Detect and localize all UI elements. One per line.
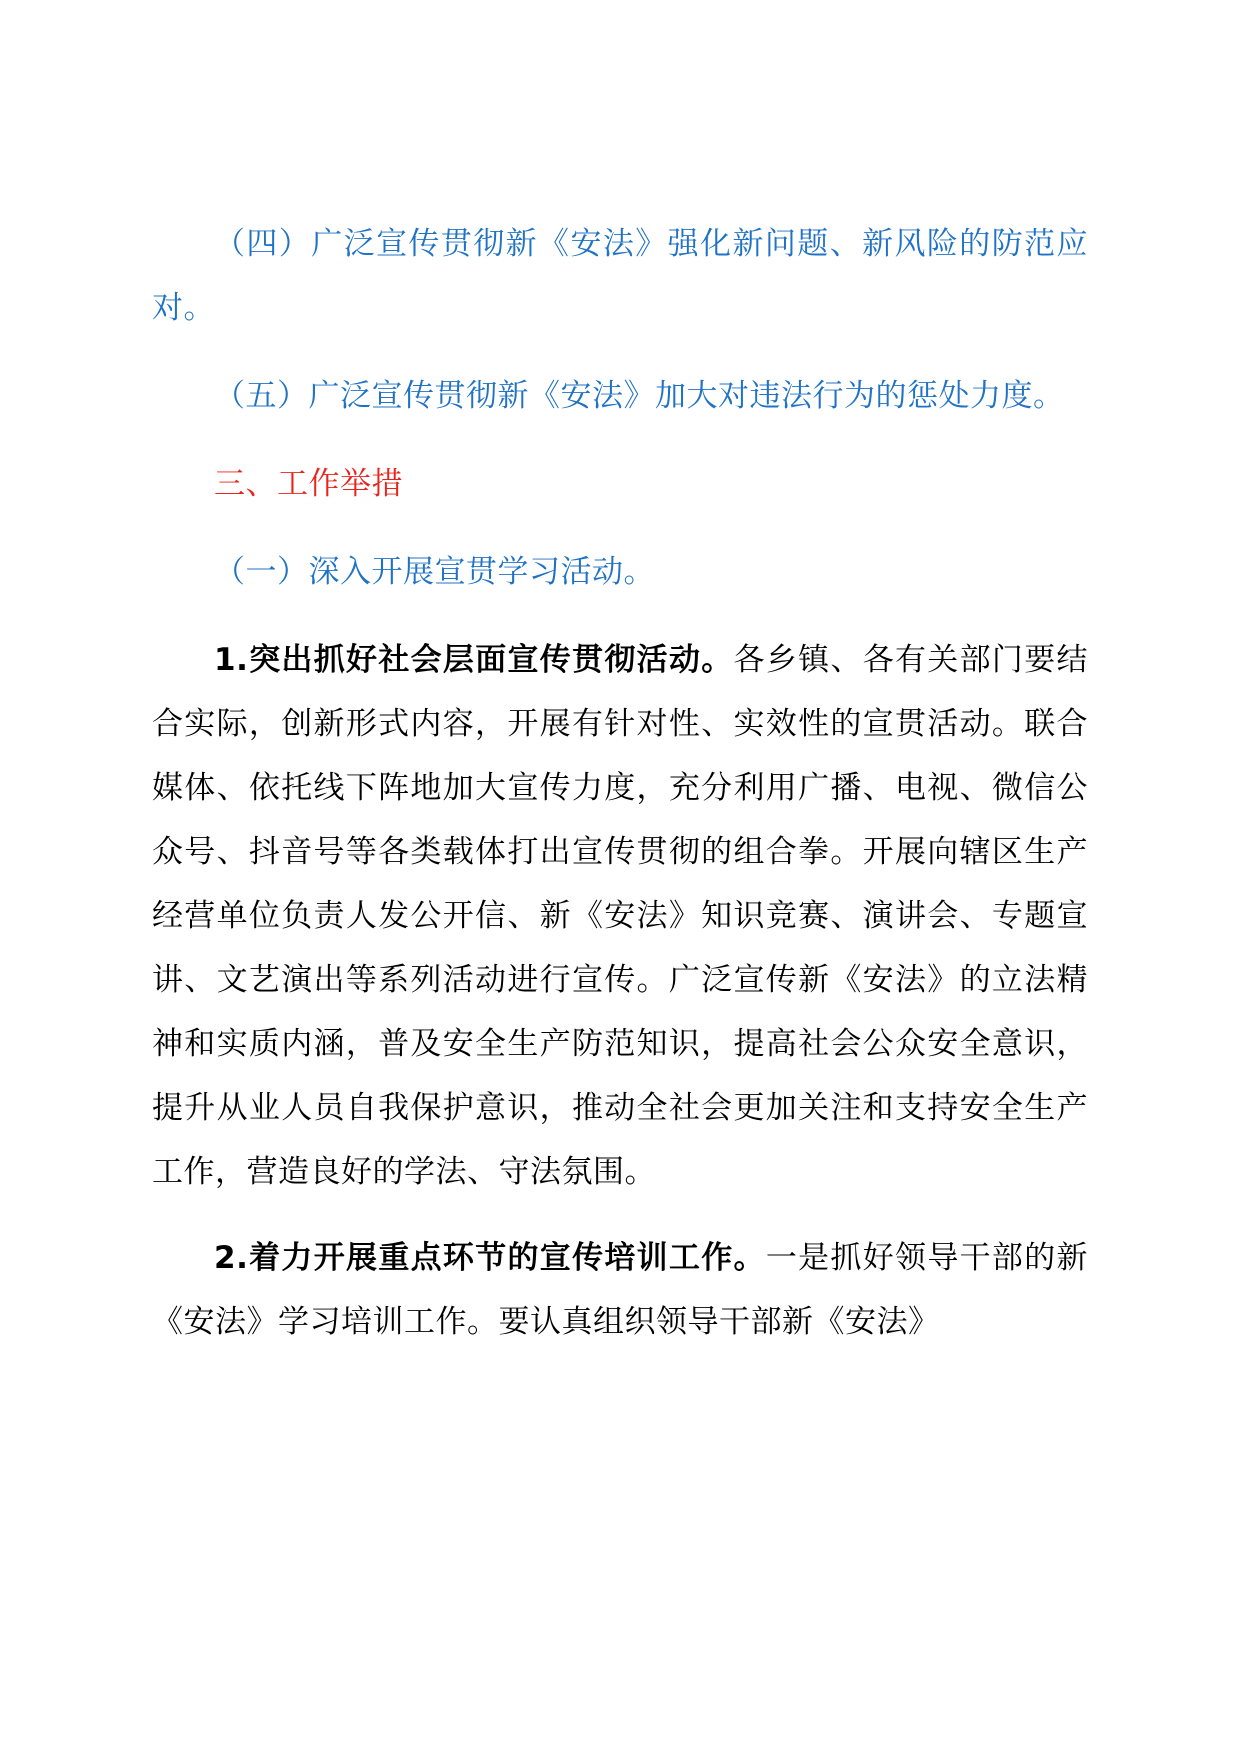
subsection-heading [152,540,1088,604]
section-heading-text: 三、工作举措 [214,466,403,502]
body-paragraph-2-text: 一是抓好领导干部的新《安法》学习培训工作。要认真组织领导干部新《安法》 [152,1240,1088,1340]
body-paragraph-2-lead: 2.着力开展重点环节的宣传培训工作。 [214,1240,766,1276]
document-body [152,212,1088,1354]
subsection-heading-text: （一）深入开展宣贯学习活动。 [214,554,655,590]
section-heading [152,452,1088,516]
body-paragraph-2 [152,1226,1088,1354]
paragraph-item-5 [152,364,1088,428]
body-paragraph-1-text: 各乡镇、各有关部门要结合实际，创新形式内容，开展有针对性、实效性的宣贯活动。联合媒体、依托线下阵地加大宣传力度，充分利用广播、电视、微信公众号、抖音号等各类载体打出宣传贯彻的组合拳。开展向辖区生产经营单位负责人发公开信、新《安法》知识竞赛、演讲会、专题宣讲、文艺演出等系列活动进行宣传。广泛宣传新《安法》的立法精神和实质内涵，普及安全生产防范知识，提高社会公众安全意识，提升从业人员自我保护意识，推动全社会更加关注和支持安全生产工作，营造良好的学法、守法氛围。 [152,642,1088,1190]
paragraph-item-4 [152,212,1088,340]
body-paragraph-1 [152,628,1088,1204]
body-paragraph-1-lead: 1.突出抓好社会层面宣传贯彻活动。 [214,642,734,678]
paragraph-item-5-text: （五）广泛宣传贯彻新《安法》加大对违法行为的惩处力度。 [214,378,1065,414]
paragraph-item-4-text: （四）广泛宣传贯彻新《安法》强化新问题、新风险的防范应对。 [152,226,1088,326]
